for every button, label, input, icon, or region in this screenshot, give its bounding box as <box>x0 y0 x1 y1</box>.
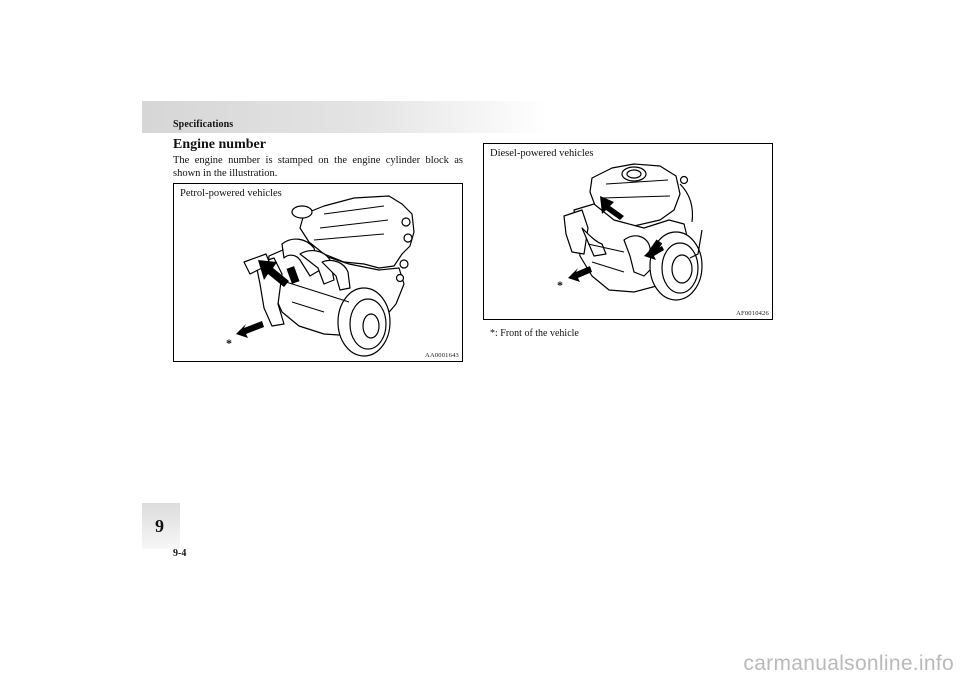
diesel-engine-figure <box>483 143 773 320</box>
section-title: Specifications <box>173 119 234 130</box>
petrol-front-arrow <box>236 321 264 338</box>
petrol-engine-illustration <box>174 184 462 361</box>
diesel-figure-code: AF0010426 <box>736 310 769 317</box>
diesel-front-arrow <box>568 266 592 282</box>
petrol-engine-figure <box>173 183 463 362</box>
diesel-engine-illustration <box>484 144 772 319</box>
petrol-figure-code: AA0001643 <box>425 352 459 359</box>
intro-paragraph: The engine number is stamped on the engine cylinder block as shown in the illustration. <box>173 155 463 179</box>
chapter-number: 9 <box>155 516 164 536</box>
diesel-figure-label: Diesel-powered vehicles <box>490 148 594 159</box>
diesel-front-marker: * <box>557 278 563 292</box>
watermark: carmanualsonline.info <box>743 652 954 675</box>
petrol-figure-label: Petrol-powered vehicles <box>180 188 282 199</box>
page-number: 9-4 <box>173 548 187 559</box>
page-heading: Engine number <box>173 137 266 152</box>
petrol-front-marker: * <box>226 336 232 350</box>
front-of-vehicle-note: *: Front of the vehicle <box>490 328 579 339</box>
